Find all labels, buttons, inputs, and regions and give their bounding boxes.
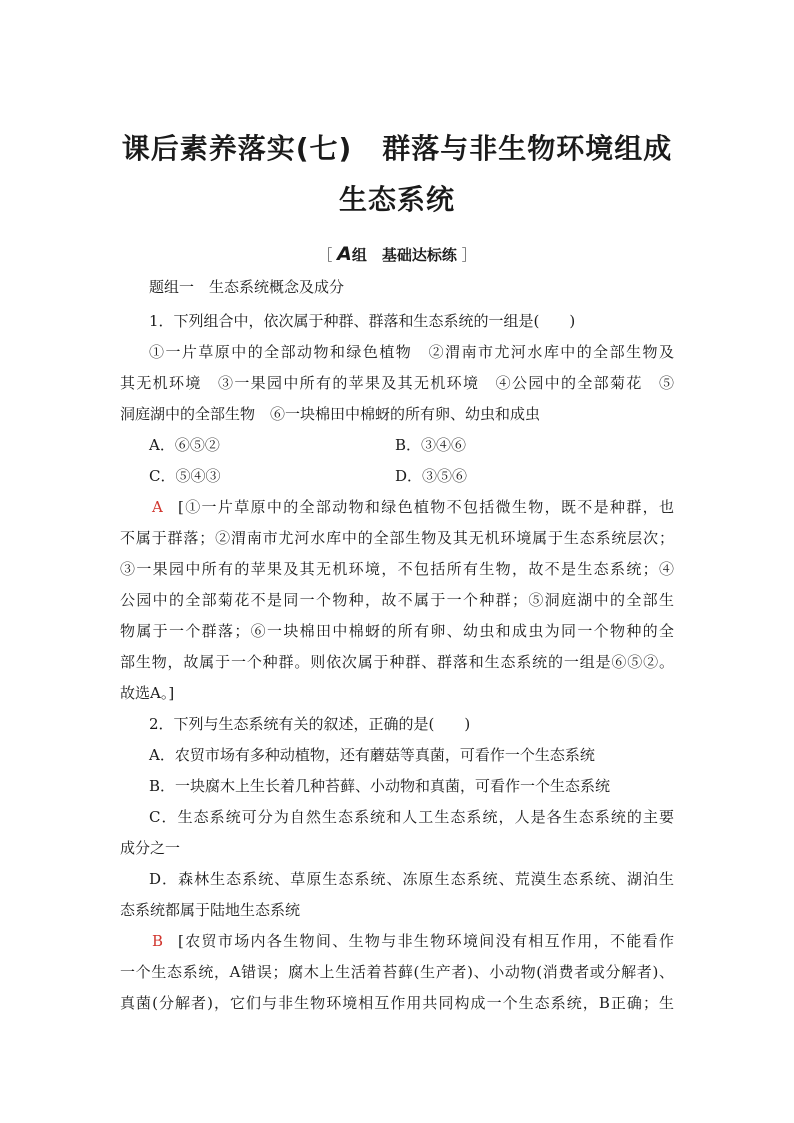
group-letter: A (337, 243, 352, 265)
subtopic-heading: 题组一 生态系统概念及成分 (149, 278, 345, 296)
q1-explanation-line: 部生物，故属于一个种群。则依次属于种群、群落和生态系统的一组是⑥⑤②。 (120, 653, 674, 671)
q1-item-line: 洞庭湖中的全部生物 ⑥一块棉田中棉蚜的所有卵、幼虫和成虫 (120, 405, 541, 423)
q2-explanation-line: [农贸市场内各生物间、生物与非生物环境间没有相互作用，不能看作 (178, 932, 674, 950)
q1-option-c: C．⑤④③ (149, 467, 221, 485)
bracket-open: ［ (317, 246, 333, 264)
q2-option-d-cont: 态系统都属于陆地生态系统 (120, 901, 301, 919)
q1-explanation-line: 故选A。] (120, 684, 175, 702)
q1-answer-letter: A (152, 498, 163, 516)
title-topic: 群落与非生物环境组成 (382, 132, 673, 165)
q2-option-b: B．一块腐木上生长着几种苔藓、小动物和真菌，可看作一个生态系统 (149, 777, 611, 795)
q1-explanation-line: 公园中的全部菊花不是同一个物种，故不属于一个种群；⑤洞庭湖中的全部生 (120, 591, 674, 609)
q2-explanation-line: 一个生态系统，A错误；腐木上生活着苔藓(生产者)、小动物(消费者或分解者)、 (120, 963, 674, 981)
title-series: 课后素养落实(七) (121, 132, 353, 165)
q2-option-a: A．农贸市场有多种动植物，还有蘑菇等真菌，可看作一个生态系统 (149, 746, 595, 764)
q2-stem: 2．下列与生态系统有关的叙述，正确的是( ) (149, 715, 471, 733)
q2-answer (152, 930, 163, 952)
q1-explanation-line: [①一片草原中的全部动物和绿色植物不包括微生物，既不是种群，也 (178, 498, 674, 516)
q2-option-d: D．森林生态系统、草原生态系统、冻原生态系统、荒漠生态系统、湖泊生 (149, 870, 674, 888)
q1-item-line: 其无机环境 ③一果园中所有的苹果及其无机环境 ④公园中的全部菊花 ⑤ (120, 374, 674, 392)
q2-option-c-cont: 成分之一 (120, 839, 181, 857)
q1-option-d: D．③⑤⑥ (395, 467, 468, 485)
q2-explanation-line: 真菌(分解者)，它们与非生物环境相互作用共同构成一个生态系统，B正确；生 (120, 994, 674, 1012)
q1-stem: 1．下列组合中，依次属于种群、群落和生态系统的一组是( ) (149, 312, 576, 330)
group-header (0, 243, 794, 265)
q1-item-line: ①一片草原中的全部动物和绿色植物 ②渭南市尤河水库中的全部生物及 (149, 343, 674, 361)
page-title-line-1 (0, 127, 794, 167)
q1-explanation-line: 物属于一个群落；⑥一块棉田中棉蚜的所有卵、幼虫和成虫为同一个物种的全 (120, 622, 674, 640)
bracket-close: ］ (461, 246, 477, 264)
page-title-line-2: 生态系统 (338, 183, 455, 216)
group-label: 组 基础达标练 (351, 246, 457, 264)
q1-answer (152, 496, 163, 518)
q1-option-b: B．③④⑥ (395, 436, 467, 454)
q2-option-c: C．生态系统可分为自然生态系统和人工生态系统，人是各生态系统的主要 (149, 808, 674, 826)
q1-explanation-line: ③一果园中所有的苹果及其无机环境，不包括所有生物，故不是生态系统；④ (120, 560, 674, 578)
q2-answer-letter: B (152, 932, 164, 950)
q1-option-a: A．⑥⑤② (149, 436, 220, 454)
q1-explanation-line: 不属于群落；②渭南市尤河水库中的全部生物及其无机环境属于生态系统层次； (120, 529, 674, 547)
